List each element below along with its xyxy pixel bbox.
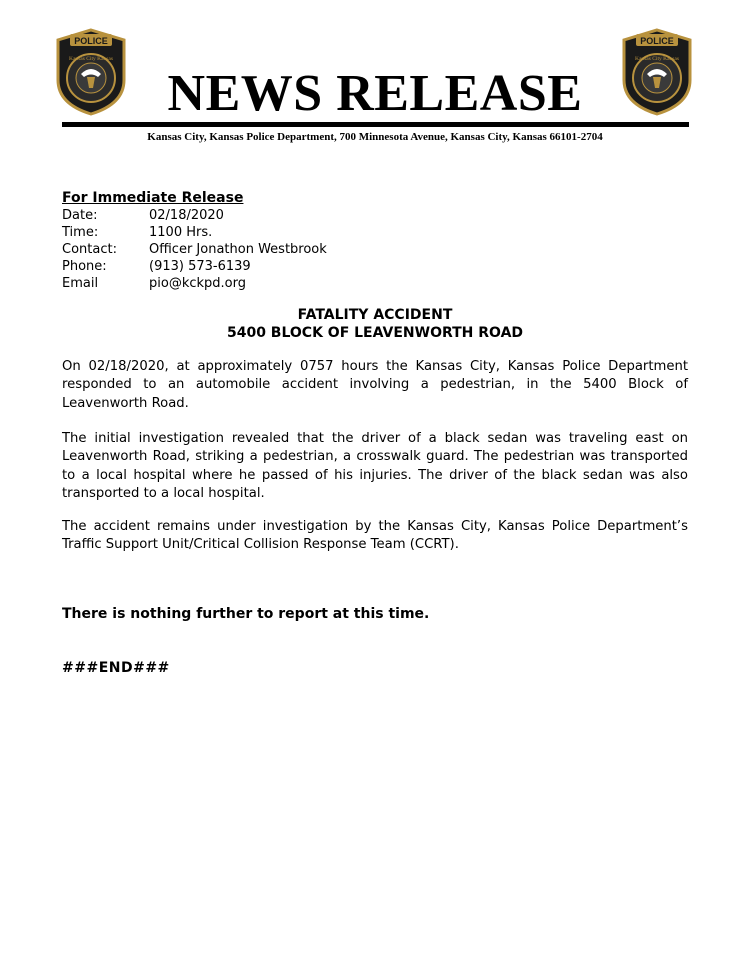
detail-row-time xyxy=(62,224,327,241)
headline xyxy=(62,306,688,342)
detail-value: (913) 573-6139 xyxy=(149,259,251,274)
release-heading: For Immediate Release xyxy=(62,190,244,206)
body-paragraph: The accident remains under investigation by the Kansas City, Kansas Police Department’s Traffic Support Unit/Critical Collision Response Team (CCRT). xyxy=(62,519,688,553)
detail-value: 1100 Hrs. xyxy=(149,225,213,240)
detail-value: 02/18/2020 xyxy=(149,208,224,223)
page-title: NEWS RELEASE xyxy=(167,65,583,122)
release-details xyxy=(62,207,327,292)
detail-label: Date: xyxy=(62,208,98,223)
badge-ring-text: Kansas City Kansas xyxy=(635,56,679,62)
detail-label: Phone: xyxy=(62,259,107,274)
detail-row-date xyxy=(62,207,327,224)
detail-label: Contact: xyxy=(62,242,117,257)
headline-line-2: 5400 BLOCK OF LEAVENWORTH ROAD xyxy=(226,325,524,341)
header-rule xyxy=(62,122,689,127)
department-address: Kansas City, Kansas Police Department, 700 Minnesota Avenue, Kansas City, Kansas 66101-2704 xyxy=(147,131,603,143)
end-marker: ###END### xyxy=(62,660,170,676)
detail-row-contact xyxy=(62,241,327,258)
badge-top-text: POLICE xyxy=(74,36,108,46)
body-paragraph: On 02/18/2020, at approximately 0757 hours the Kansas City, Kansas Police Department responded to an automobile accident involving a pedestrian, in the 5400 Block of Leavenworth Road. xyxy=(62,359,688,411)
body-paragraph: The initial investigation revealed that the driver of a black sedan was traveling east on Leavenworth Road, striking a pedestrian, a crosswalk guard. The pedestrian was transported to a local hospital where he passed of his injuries. The driver of the black sedan was also transported to a local hospital. xyxy=(62,431,688,502)
detail-row-phone xyxy=(62,258,327,275)
detail-label: Email xyxy=(62,276,99,291)
detail-value: pio@kckpd.org xyxy=(149,276,246,291)
detail-label: Time: xyxy=(62,225,99,240)
closing-statement: There is nothing further to report at this time. xyxy=(62,606,430,622)
badge-ring-text: Kansas City Kansas xyxy=(69,56,113,62)
badge-top-text: POLICE xyxy=(640,36,674,46)
detail-row-email xyxy=(62,275,327,292)
headline-line-1: FATALITY ACCIDENT xyxy=(297,307,453,323)
detail-value: Officer Jonathon Westbrook xyxy=(149,242,327,257)
